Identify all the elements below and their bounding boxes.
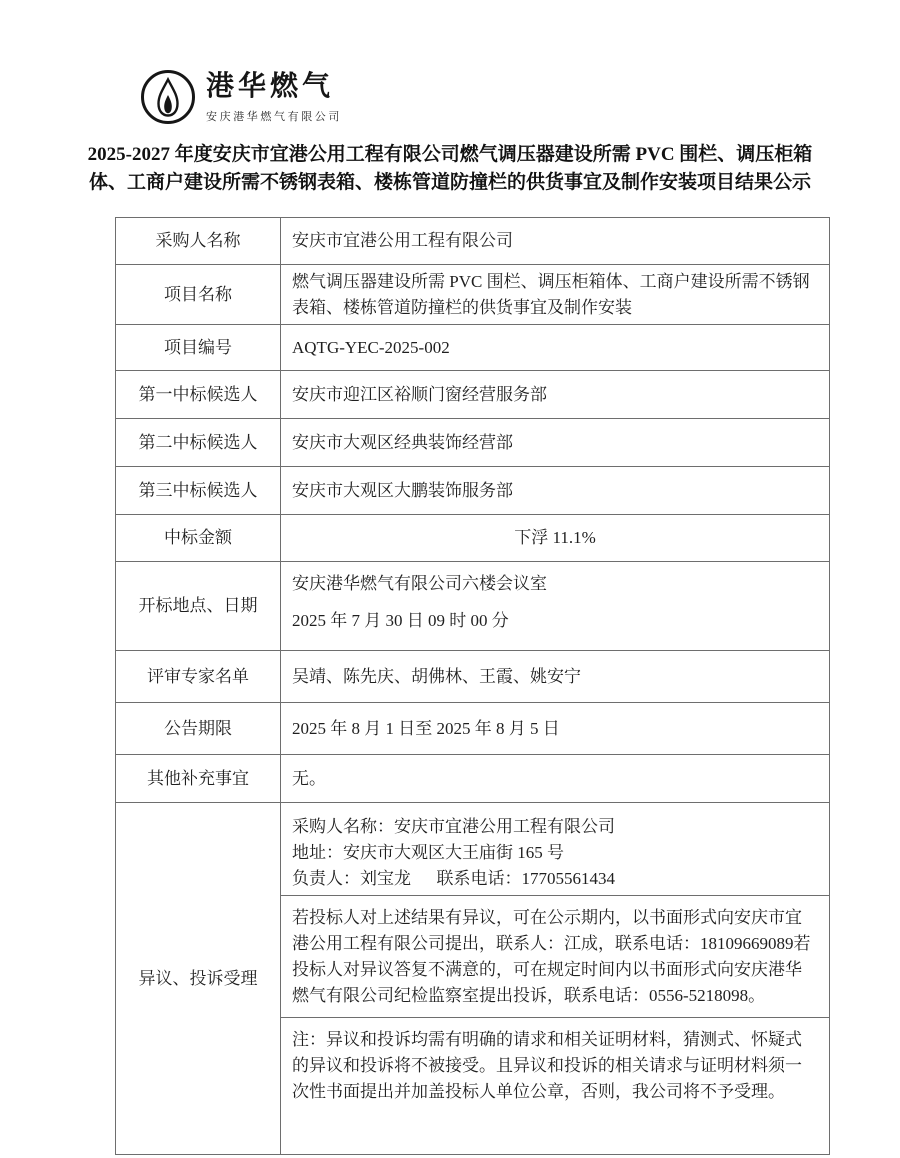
result-table <box>115 217 830 1155</box>
row-label: 其他补充事宜 <box>116 755 281 803</box>
table-row <box>116 218 830 265</box>
row-value <box>281 803 830 1155</box>
table-row <box>116 265 830 325</box>
logo-text <box>206 68 342 124</box>
objection-contact-block <box>281 803 829 896</box>
row-value <box>281 562 830 651</box>
contact-address-line: 地址：安庆市大观区大王庙街 165 号 <box>292 843 564 862</box>
table-row <box>116 562 830 651</box>
row-value: 下浮 11.1% <box>281 515 830 562</box>
objection-procedure-text: 若投标人对上述结果有异议，可在公示期内，以书面形式向安庆市宜港公用工程有限公司提出，联系人：江成，联系电话：18109669089若投标人对异议答复不满意的，可在规定时间内以书面形式向安庆港华燃气有限公司纪检监察室提出投诉，联系电话：0556-5218098。 <box>281 896 829 1018</box>
row-value: 2025 年 8 月 1 日至 2025 年 8 月 5 日 <box>281 703 830 755</box>
row-label: 评审专家名单 <box>116 651 281 703</box>
table-row <box>116 325 830 371</box>
flame-in-circle-icon <box>139 68 197 126</box>
table-row <box>116 467 830 515</box>
table-row <box>116 371 830 419</box>
towngas-logo <box>139 68 342 126</box>
row-label: 第一中标候选人 <box>116 371 281 419</box>
row-value: 安庆市宜港公用工程有限公司 <box>281 218 830 265</box>
row-label: 第二中标候选人 <box>116 419 281 467</box>
bid-opening-venue: 安庆港华燃气有限公司六楼会议室 <box>292 574 547 593</box>
contact-purchaser-line: 采购人名称：安庆市宜港公用工程有限公司 <box>292 817 615 836</box>
table-row <box>116 703 830 755</box>
table-row-objection <box>116 803 830 1155</box>
row-label: 第三中标候选人 <box>116 467 281 515</box>
table-row <box>116 419 830 467</box>
row-value: 吴靖、陈先庆、胡佛林、王霞、姚安宁 <box>281 651 830 703</box>
row-value: 安庆市迎江区裕顺门窗经营服务部 <box>281 371 830 419</box>
contact-person-line: 负责人：刘宝龙 联系电话：17705561434 <box>292 869 615 888</box>
row-value: AQTG-YEC-2025-002 <box>281 325 830 371</box>
table-row <box>116 755 830 803</box>
table-row <box>116 651 830 703</box>
row-label: 项目编号 <box>116 325 281 371</box>
row-label: 异议、投诉受理 <box>116 803 281 1155</box>
row-value: 燃气调压器建设所需 PVC 围栏、调压柜箱体、工商户建设所需不锈钢表箱、楼栋管道防撞栏的供货事宜及制作安装 <box>281 265 830 325</box>
row-label: 采购人名称 <box>116 218 281 265</box>
row-label: 开标地点、日期 <box>116 562 281 651</box>
objection-note-text: 注：异议和投诉均需有明确的请求和相关证明材料，猜测式、怀疑式的异议和投诉将不被接受。且异议和投诉的相关请求与证明材料须一次性书面提出并加盖投标人单位公章，否则，我公司将不予受理。 <box>292 1030 802 1101</box>
page-title: 2025-2027 年度安庆市宜港公用工程有限公司燃气调压器建设所需 PVC 围栏、调压柜箱体、工商户建设所需不锈钢表箱、楼栋管道防撞栏的供货事宜及制作安装项目结果公示 <box>87 144 813 193</box>
table-row <box>116 515 830 562</box>
bid-opening-datetime: 2025 年 7 月 30 日 09 时 00 分 <box>292 611 509 630</box>
row-label: 项目名称 <box>116 265 281 325</box>
row-label: 公告期限 <box>116 703 281 755</box>
row-label: 中标金额 <box>116 515 281 562</box>
logo-brand-name: 港华燃气 <box>206 70 335 101</box>
logo-company-name: 安庆港华燃气有限公司 <box>206 111 342 123</box>
row-value: 安庆市大观区大鹏装饰服务部 <box>281 467 830 515</box>
row-value: 安庆市大观区经典装饰经营部 <box>281 419 830 467</box>
row-value: 无。 <box>281 755 830 803</box>
